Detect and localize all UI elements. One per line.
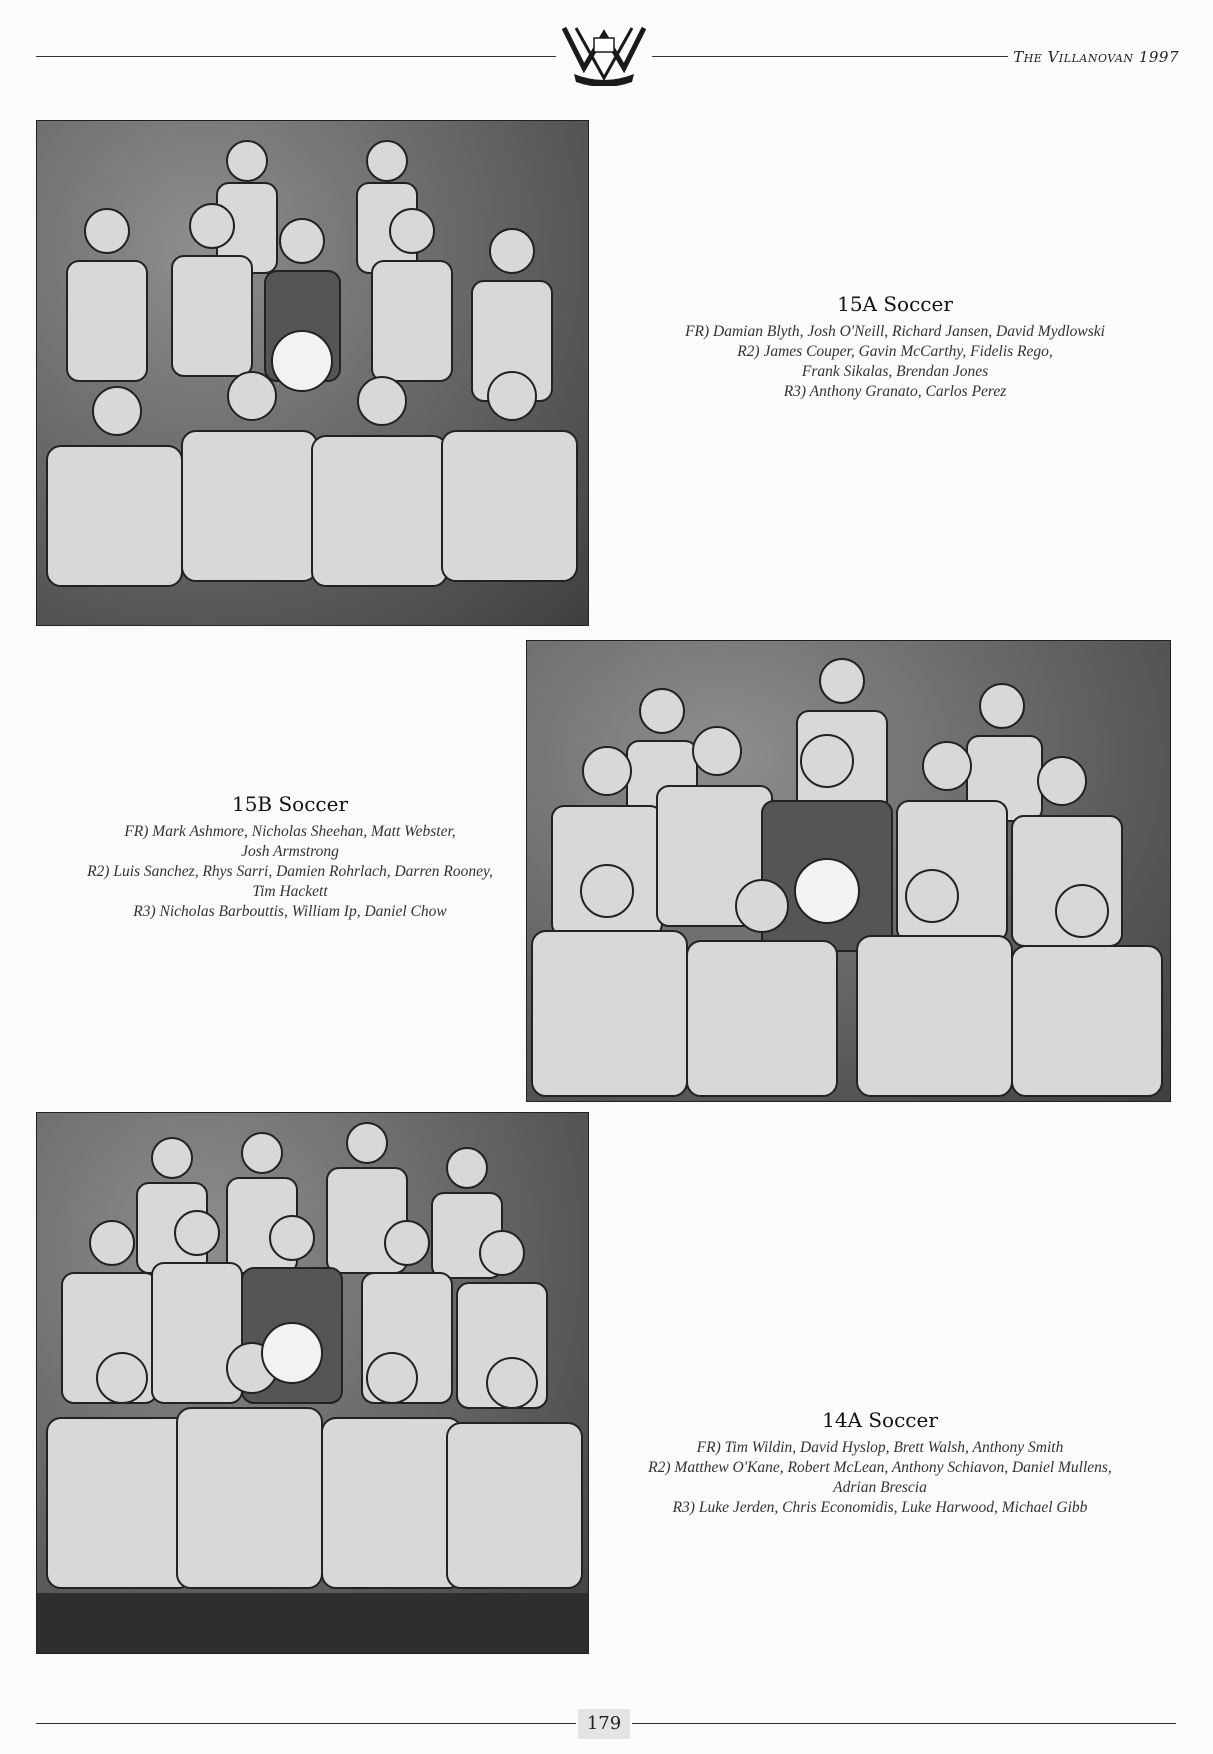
caption-row: R2) Matthew O'Kane, Robert McLean, Anthony Schiavon, Daniel Mullens, — [648, 1459, 1112, 1476]
player-silhouette — [442, 372, 577, 581]
caption-15b — [40, 792, 540, 922]
footer-rule-left — [36, 1723, 576, 1724]
footer-rule-right — [632, 1723, 1176, 1724]
caption-row: Josh Armstrong — [241, 843, 339, 860]
caption-row: R3) Luke Jerden, Chris Economidis, Luke Harwood, Michael Gibb — [672, 1499, 1088, 1516]
team-name: 15B Soccer — [231, 792, 349, 816]
school-crest-logo — [558, 24, 650, 86]
caption-row: R3) Anthony Granato, Carlos Perez — [783, 383, 1007, 400]
caption-row: R3) Nicholas Barbouttis, William Ip, Daniel Chow — [133, 903, 447, 920]
team-name: 14A Soccer — [822, 1408, 938, 1432]
caption-row: Tim Hackett — [252, 883, 328, 900]
player-silhouette — [312, 377, 447, 586]
caption-row: FR) Tim Wildin, David Hyslop, Brett Walsh, Anthony Smith — [696, 1439, 1064, 1456]
player-silhouette — [47, 387, 182, 586]
player-silhouette — [217, 141, 277, 273]
team-photo-15a — [36, 120, 589, 626]
header-rule-right — [652, 56, 1008, 57]
soccer-ball — [795, 859, 859, 923]
soccer-ball — [262, 1323, 322, 1383]
caption-row: Frank Sikalas, Brendan Jones — [801, 363, 989, 380]
team-photo-14a — [36, 1112, 589, 1654]
player-silhouette — [182, 372, 317, 581]
page-number: 179 — [578, 1709, 630, 1739]
caption-row: R2) Luis Sanchez, Rhys Sarri, Damien Rohrlach, Darren Rooney, — [87, 863, 493, 880]
team-photo-15b — [526, 640, 1171, 1102]
caption-row: Adrian Brescia — [833, 1479, 927, 1496]
player-silhouette — [67, 209, 147, 381]
publication-title: The Villanovan 1997 — [1013, 48, 1179, 66]
soccer-ball — [272, 331, 332, 391]
caption-14a — [590, 1408, 1170, 1518]
team-name: 15A Soccer — [837, 292, 953, 316]
caption-row: R2) James Couper, Gavin McCarthy, Fidelis Rego, — [737, 343, 1053, 360]
caption-15a — [615, 292, 1175, 402]
header-rule-left — [36, 56, 556, 57]
caption-row: FR) Mark Ashmore, Nicholas Sheehan, Matt Webster, — [124, 823, 456, 840]
caption-row: FR) Damian Blyth, Josh O'Neill, Richard Jansen, David Mydlowski — [685, 323, 1105, 340]
